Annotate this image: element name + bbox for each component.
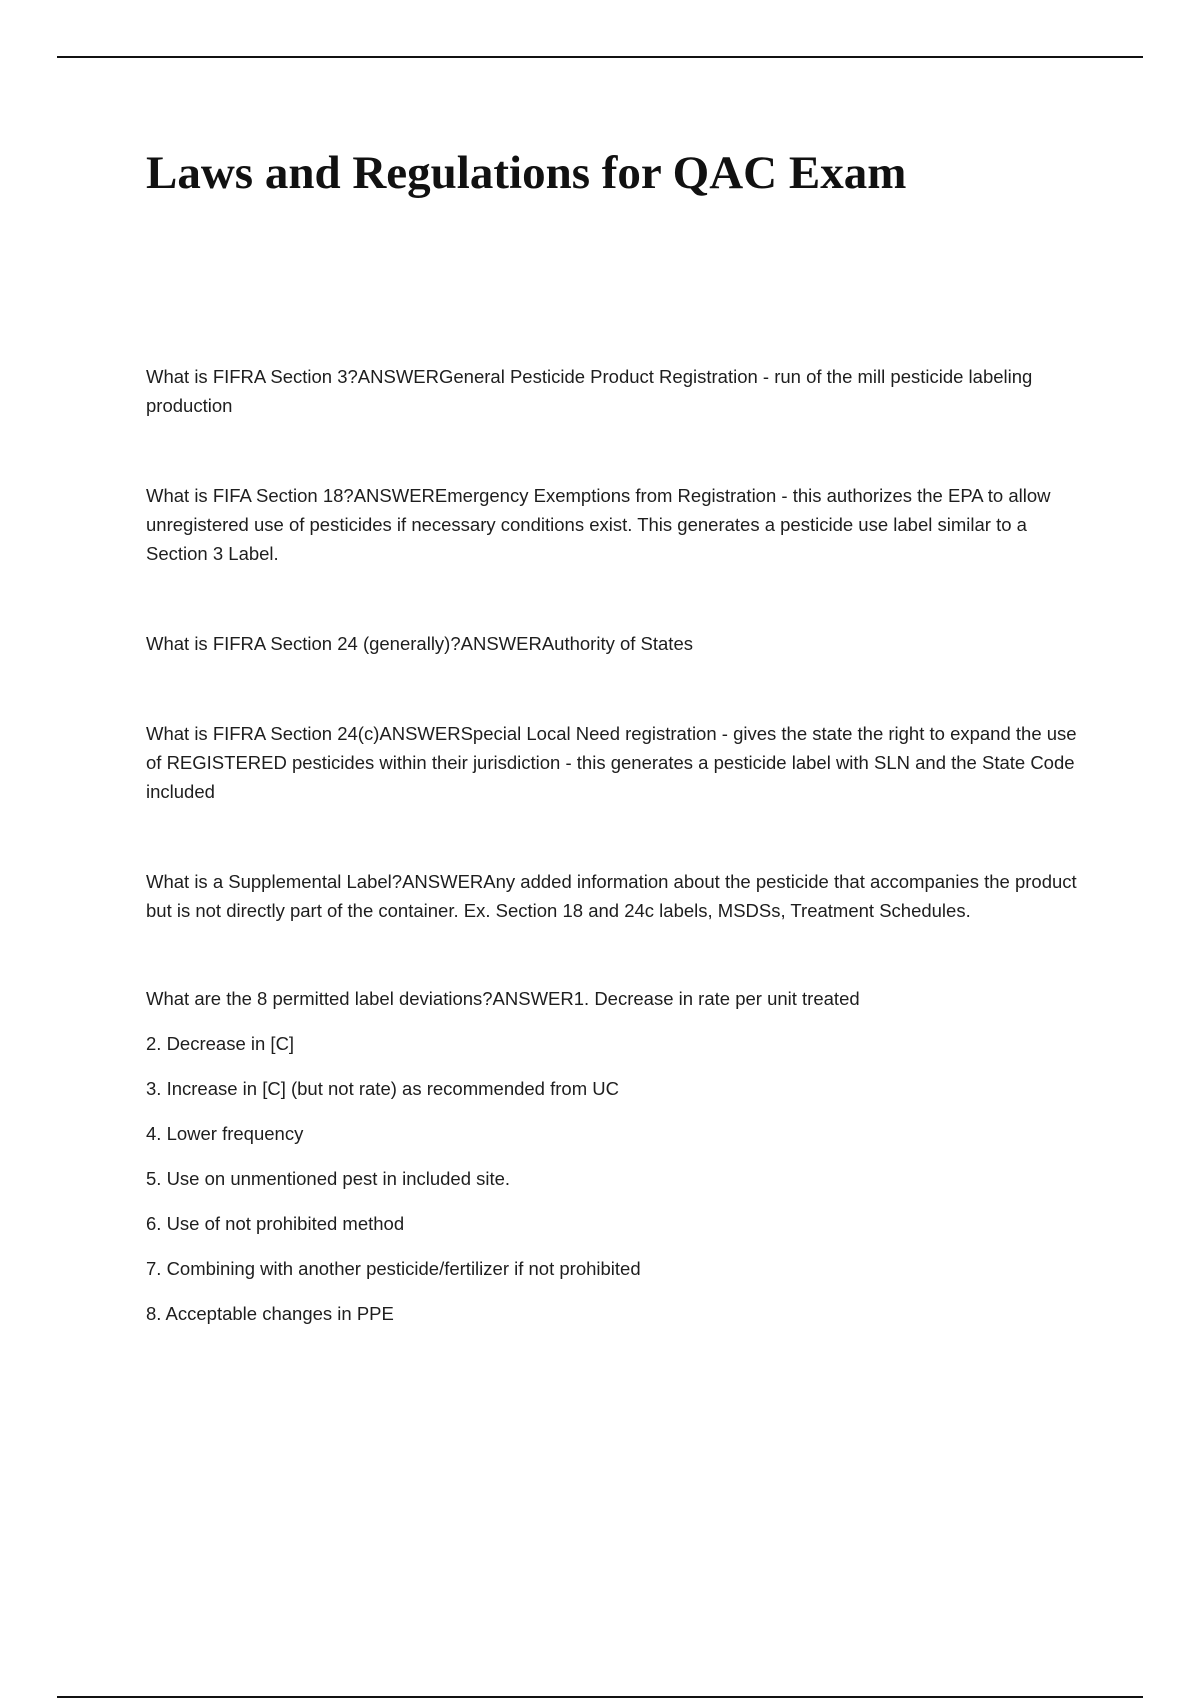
document-title: Laws and Regulations for QAC Exam xyxy=(146,147,907,199)
qa-fifra-section-24c: What is FIFRA Section 24(c)ANSWERSpecial Local Need registration - gives the state the right to expand the use of REGISTERED pesticides within their jurisdiction - this generates a pesticide label with SLN and the State Code included xyxy=(146,723,1077,802)
list-item: 5. Use on unmentioned pest in included site. xyxy=(146,1168,511,1189)
bottom-rule xyxy=(57,1696,1143,1698)
list-item: 3. Increase in [C] (but not rate) as recommended from UC xyxy=(146,1078,619,1099)
list-item: 4. Lower frequency xyxy=(146,1123,304,1144)
list-item: 6. Use of not prohibited method xyxy=(146,1213,405,1234)
top-rule xyxy=(57,56,1143,58)
list-item: 7. Combining with another pesticide/fertilizer if not prohibited xyxy=(146,1258,641,1279)
qa-permitted-label-deviations: What are the 8 permitted label deviations?ANSWER1. Decrease in rate per unit treated xyxy=(146,988,860,1009)
qa-supplemental-label: What is a Supplemental Label?ANSWERAny added information about the pesticide that accompanies the product but is not directly part of the container. Ex. Section 18 and 24c labels, MSDSs, Treatment Schedules. xyxy=(146,871,1077,921)
qa-fifra-section-3: What is FIFRA Section 3?ANSWERGeneral Pesticide Product Registration - run of the mill pesticide labeling production xyxy=(146,366,1033,416)
deviation-list xyxy=(146,1029,1091,1328)
document-body xyxy=(146,362,1091,1328)
list-item: 8. Acceptable changes in PPE xyxy=(146,1303,394,1324)
list-item: 2. Decrease in [C] xyxy=(146,1033,295,1054)
qa-fifra-section-24: What is FIFRA Section 24 (generally)?ANSWERAuthority of States xyxy=(146,633,693,654)
qa-fifa-section-18: What is FIFA Section 18?ANSWEREmergency Exemptions from Registration - this authorizes the EPA to allow unregistered use of pesticides if necessary conditions exist. This generates a pesticide use label similar to a Section 3 Label. xyxy=(146,485,1051,564)
